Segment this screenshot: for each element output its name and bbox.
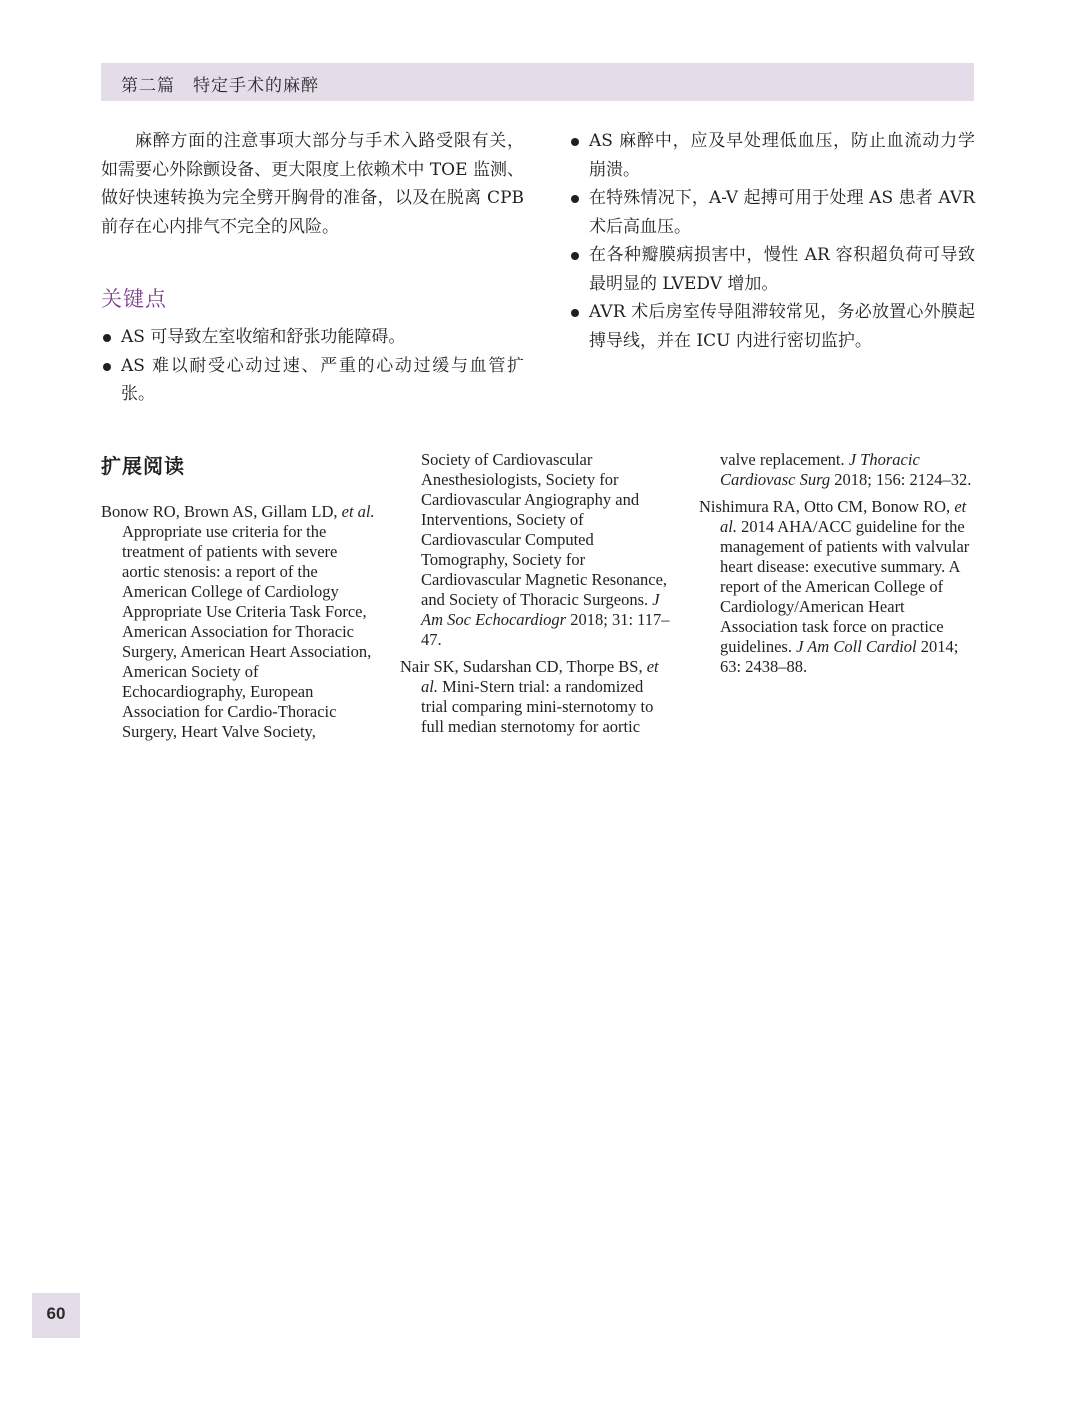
key-points-list-left xyxy=(101,323,524,409)
bullet-icon xyxy=(103,363,111,371)
reference-item: Bonow RO, Brown AS, Gillam LD, et al. Appropriate use criteria for the treatment of patients with severe aortic stenosis: a report of the American College of Cardiology Appropriate Use Criteria Task Force, American Association for Thoracic Surgery, American Heart Association, American Society of Echocardiography, European Association for Cardio-Thoracic Surgery, Heart Valve Society, xyxy=(101,502,375,741)
page-number-box xyxy=(32,1293,80,1338)
references-column-2 xyxy=(400,450,672,744)
further-reading-title: 扩展阅读 xyxy=(101,454,185,478)
key-point-item: 在特殊情况下，A-V 起搏可用于处理 AS 患者 AVR 术后高血压。 xyxy=(569,184,975,241)
key-points-list-right xyxy=(569,127,975,355)
key-point-item: AS 可导致左室收缩和舒张功能障碍。 xyxy=(101,323,524,352)
reference-continuation: valve replacement. J Thoracic Cardiovasc Surg 2018; 156: 2124–32. xyxy=(720,450,972,489)
right-column xyxy=(569,127,975,355)
key-point-item: AS 难以耐受心动过速、严重的心动过缓与血管扩张。 xyxy=(101,352,524,409)
running-header xyxy=(101,63,974,101)
reference-item: Nair SK, Sudarshan CD, Thorpe BS, et al. Mini-Stern trial: a randomized trial comparing mini-sternotomy to full median sternotomy for aortic xyxy=(400,657,659,736)
bullet-icon xyxy=(103,334,111,342)
reference-continuation: Society of Cardiovascular Anesthesiologists, Society for Cardiovascular Angiography and Interventions, Society of Cardiovascular Computed Tomography, Society for Cardiovascular Magnetic Resonance, and Society of Thoracic Surgeons. J Am Soc Echocardiogr 2018; 31: 117–47. xyxy=(421,450,670,649)
key-point-item: 在各种瓣膜病损害中，慢性 AR 容积超负荷可导致最明显的 LVEDV 增加。 xyxy=(569,241,975,298)
key-points-title: 关键点 xyxy=(101,287,167,311)
page-number: 60 xyxy=(46,1304,66,1323)
bullet-icon xyxy=(571,309,579,317)
key-point-item: AS 麻醉中，应及早处理低血压，防止血流动力学崩溃。 xyxy=(569,127,975,184)
reference-item: Nishimura RA, Otto CM, Bonow RO, et al. 2014 AHA/ACC guideline for the management of patients with valvular heart disease: executive summary. A report of the American College of Cardiology/American Heart Association task force on practice guidelines. J Am Coll Cardiol 2014; 63: 2438–88. xyxy=(699,497,970,676)
header-title: 第二篇 特定手术的麻醉 xyxy=(121,76,319,96)
left-column xyxy=(101,127,524,409)
bullet-icon xyxy=(571,138,579,146)
references-column-1 xyxy=(101,502,377,749)
key-point-item: AVR 术后房室传导阻滞较常见，务必放置心外膜起搏导线，并在 ICU 内进行密切监护。 xyxy=(569,298,975,355)
references-column-3 xyxy=(699,450,975,684)
intro-paragraph: 麻醉方面的注意事项大部分与手术入路受限有关，如需要心外除颤设备、更大限度上依赖术中 TOE 监测、做好快速转换为完全劈开胸骨的准备，以及在脱离 CPB 前存在心内排气不完全的风险。 xyxy=(101,131,524,237)
bullet-icon xyxy=(571,195,579,203)
bullet-icon xyxy=(571,252,579,260)
